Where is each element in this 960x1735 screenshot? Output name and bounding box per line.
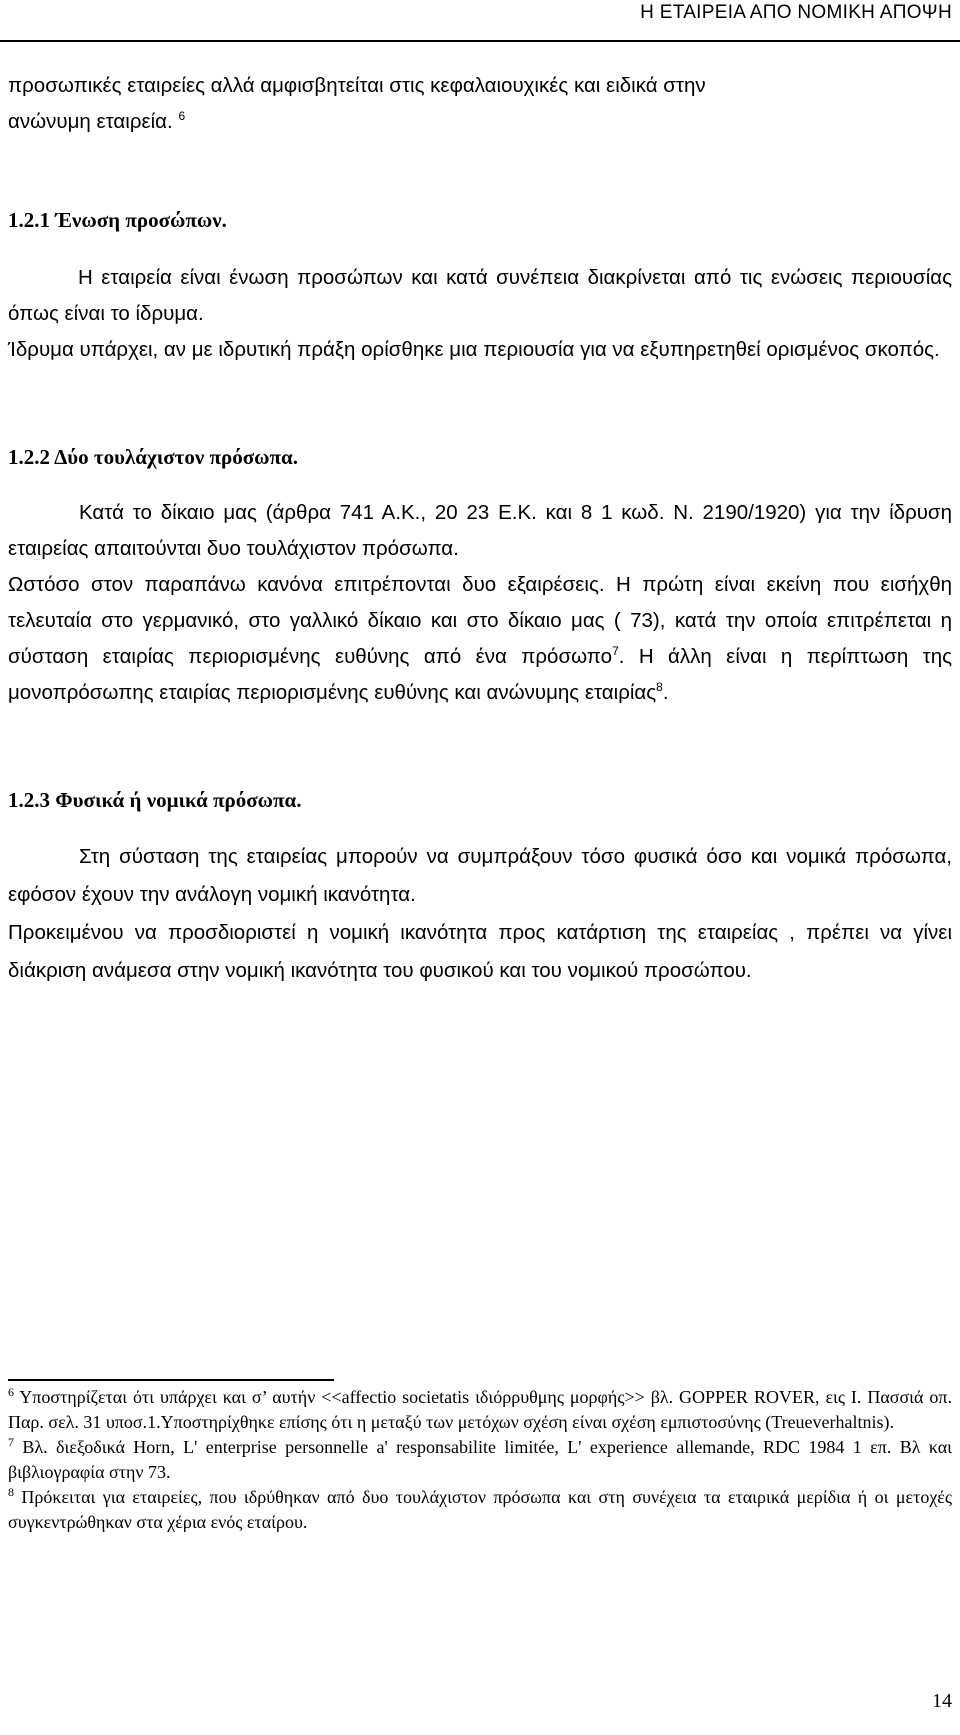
paragraph-1-2-1-b: Ίδρυμα υπάρχει, αν με ιδρυτική πράξη ορίσθηκε μια περιουσία για να εξυπηρετηθεί ορισμένος σκοπός. bbox=[8, 338, 940, 361]
intro-line-2: ανώνυμη εταιρεία. bbox=[8, 110, 173, 133]
footnote-8: $^8$ Πρόκειται για εταιρείες, που ιδρύθηκαν από δυο τουλάχιστον πρόσωπα και στη συνέχεια τα εταιρικά μερίδια ή οι μετοχές συγκεντρώθηκαν στα χέρια ενός εταίρου. bbox=[8, 1484, 952, 1532]
footnote-ref-7[interactable]: 7 bbox=[612, 644, 619, 659]
paragraph-1-2-2-a: Κατά το δίκαιο μας (άρθρα 741 Α.Κ., 20 23 Ε.Κ. και 8 1 κωδ. Ν. 2190/1920) για την ίδρυση εταιρείας απαιτούνται δυο τουλάχιστον πρόσωπα. bbox=[8, 501, 952, 560]
paragraph-1-2-2-b: Ωστόσο στον παραπάνω κανόνα επιτρέπονται δυο εξαιρέσεις. Η πρώτη είναι εκείνη που εισήχθη τελευταία στο γερμανικό, στο γαλλικό δίκαιο και στο δίκαιο μας ( 73), κατά την οποία επιτρέπεται η σύσταση εταιρίας περιορισμένης ευθύνης από ένα πρόσωπο$^7$. Η άλλη είναι η περίπτωση της μονοπρόσωπης εταιρίας περιορισμένης ευθύνης και ανώνυμης εταιρίας$^8$. bbox=[8, 573, 952, 704]
paragraph-1-2-3-b: Προκειμένου να προσδιοριστεί η νομική ικανότητα προς κατάρτιση της εταιρείας , πρέπει να γίνει διάκριση ανάμεσα στην νομική ικανότητα του φυσικού και του νομικού προσώπου. bbox=[8, 921, 952, 982]
section-heading-1-2-1: 1.2.1 Ένωση προσώπων. bbox=[8, 208, 227, 232]
footnote-ref-8[interactable]: 8 bbox=[656, 680, 663, 695]
footnote-7: $^7$ Βλ. διεξοδικά Horn, L' enterprise personnelle a' responsabilite limitée, L' experience allemande, RDC 1984 1 επ. Βλ και βιβλιογραφία στην 73. bbox=[8, 1434, 953, 1482]
footnotes bbox=[8, 1379, 952, 1535]
header-rule bbox=[0, 40, 960, 42]
paragraph-1-2-3-a: Στη σύσταση της εταιρείας μπορούν να συμπράξουν τόσο φυσικά όσο και νομικά πρόσωπα, εφόσον έχουν την ανάλογη νομική ικανότητα. bbox=[8, 845, 952, 906]
footnote-ref-6[interactable]: 6 bbox=[178, 109, 186, 124]
body-text bbox=[8, 68, 952, 990]
intro-line-1: προσωπικές εταιρείες αλλά αμφισβητείται στις κεφαλαιουχικές και ειδικά στην bbox=[8, 74, 706, 97]
running-header: Η ΕΤΑΙΡΕΙΑ ΑΠΟ ΝΟΜΙΚΗ ΑΠΟΨΗ bbox=[640, 2, 952, 23]
intro-paragraph bbox=[8, 68, 952, 140]
section-heading-1-2-2: 1.2.2 Δύο τουλάχιστον πρόσωπα. bbox=[8, 445, 298, 469]
footnote-6: $^6$ Υποστηρίζεται ότι υπάρχει και σ’ αυτήν <<affectio societatis ιδιόρρυθμης μορφής>> βλ. GOPPER ROVER, εις Ι. Πασσιά οπ. Παρ. σελ. 31 υποσ.1.Υποστηρίχθηκε επίσης ότι η μεταξύ των μετόχων σχέση είναι σχέση εμπιστοσύνης (Treueverhaltnis). bbox=[8, 1384, 952, 1432]
paragraph-1-2-1-a: Η εταιρεία είναι ένωση προσώπων και κατά συνέπεια διακρίνεται από τις ενώσεις περιουσίας όπως είναι το ίδρυμα. bbox=[8, 266, 952, 325]
footnote-separator bbox=[8, 1379, 334, 1381]
section-heading-1-2-3: 1.2.3 Φυσικά ή νομικά πρόσωπα. bbox=[8, 788, 302, 812]
page-number: 14 bbox=[932, 1690, 952, 1712]
